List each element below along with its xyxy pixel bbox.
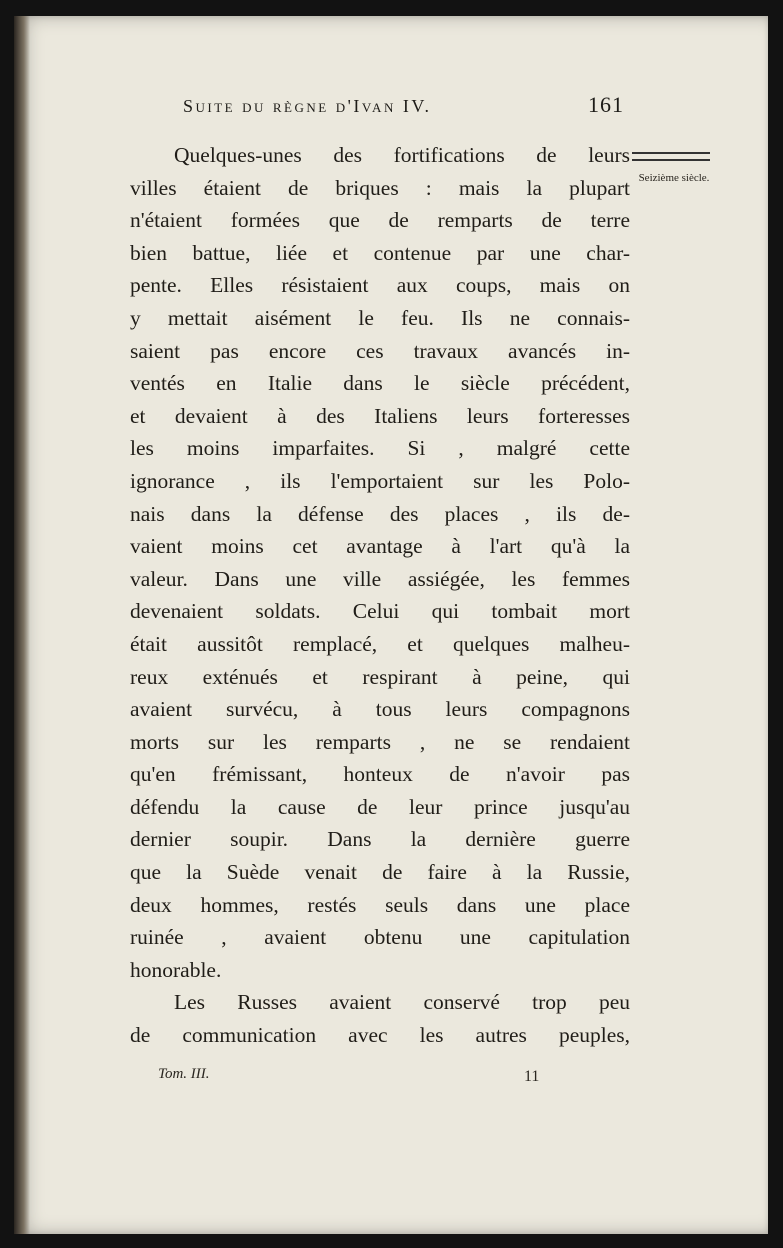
marginal-note: Seizième siècle. — [638, 172, 710, 184]
text-line: ventés en Italie dans le siècle précédent, — [130, 371, 630, 396]
page-gutter — [14, 16, 30, 1234]
text-line: vaient moins cet avantage à l'art qu'à la — [130, 534, 630, 559]
text-line: n'étaient formées que de remparts de terre — [130, 208, 630, 233]
text-line: bien battue, liée et contenue par une char- — [130, 240, 630, 265]
text-line: nais dans la défense des places , ils de- — [130, 501, 630, 526]
text-line: qu'en frémissant, honteux de n'avoir pas — [130, 762, 630, 787]
text-line: y mettait aisément le feu. Ils ne connais- — [130, 305, 630, 330]
text-line: ignorance , ils l'emportaient sur les Polo- — [130, 468, 630, 493]
page-header — [183, 92, 643, 126]
text-line: Les Russes avaient conservé trop peu — [174, 990, 630, 1015]
running-title: Suite du règne d'Ivan IV. — [183, 96, 432, 116]
text-line: et devaient à des Italiens leurs forteresses — [130, 403, 630, 428]
text-line: dernier soupir. Dans la dernière guerre — [130, 827, 630, 852]
text-line: les moins imparfaites. Si , malgré cette — [130, 436, 630, 461]
signature-mark: Tom. III. — [158, 1066, 210, 1082]
text-line: honorable. — [130, 957, 222, 982]
text-line: défendu la cause de leur prince jusqu'au — [130, 794, 630, 819]
signature-number: 11 — [524, 1068, 540, 1085]
text-line: ruinée , avaient obtenu une capitulation — [130, 925, 630, 950]
body-text — [130, 139, 630, 1052]
text-line: valeur. Dans une ville assiégée, les femmes — [130, 566, 630, 591]
page-number: 161 — [588, 92, 624, 117]
margin-rule — [632, 152, 710, 161]
text-line: morts sur les remparts , ne se rendaient — [130, 729, 630, 754]
text-line: avaient survécu, à tous leurs compagnons — [130, 697, 630, 722]
text-line: Quelques-unes des fortifications de leurs — [174, 143, 630, 167]
text-line: villes étaient de briques : mais la plupart — [130, 175, 630, 200]
text-line: devenaient soldats. Celui qui tombait mort — [130, 599, 630, 624]
text-line: saient pas encore ces travaux avancés in- — [130, 338, 630, 363]
text-line: reux exténués et respirant à peine, qui — [130, 664, 630, 689]
text-line: que la Suède venait de faire à la Russie, — [130, 860, 630, 885]
text-line: était aussitôt remplacé, et quelques malheu- — [130, 631, 630, 656]
text-line: pente. Elles résistaient aux coups, mais on — [130, 273, 630, 298]
text-line: de communication avec les autres peuples, — [130, 1023, 630, 1048]
text-line: deux hommes, restés seuls dans une place — [130, 892, 630, 917]
